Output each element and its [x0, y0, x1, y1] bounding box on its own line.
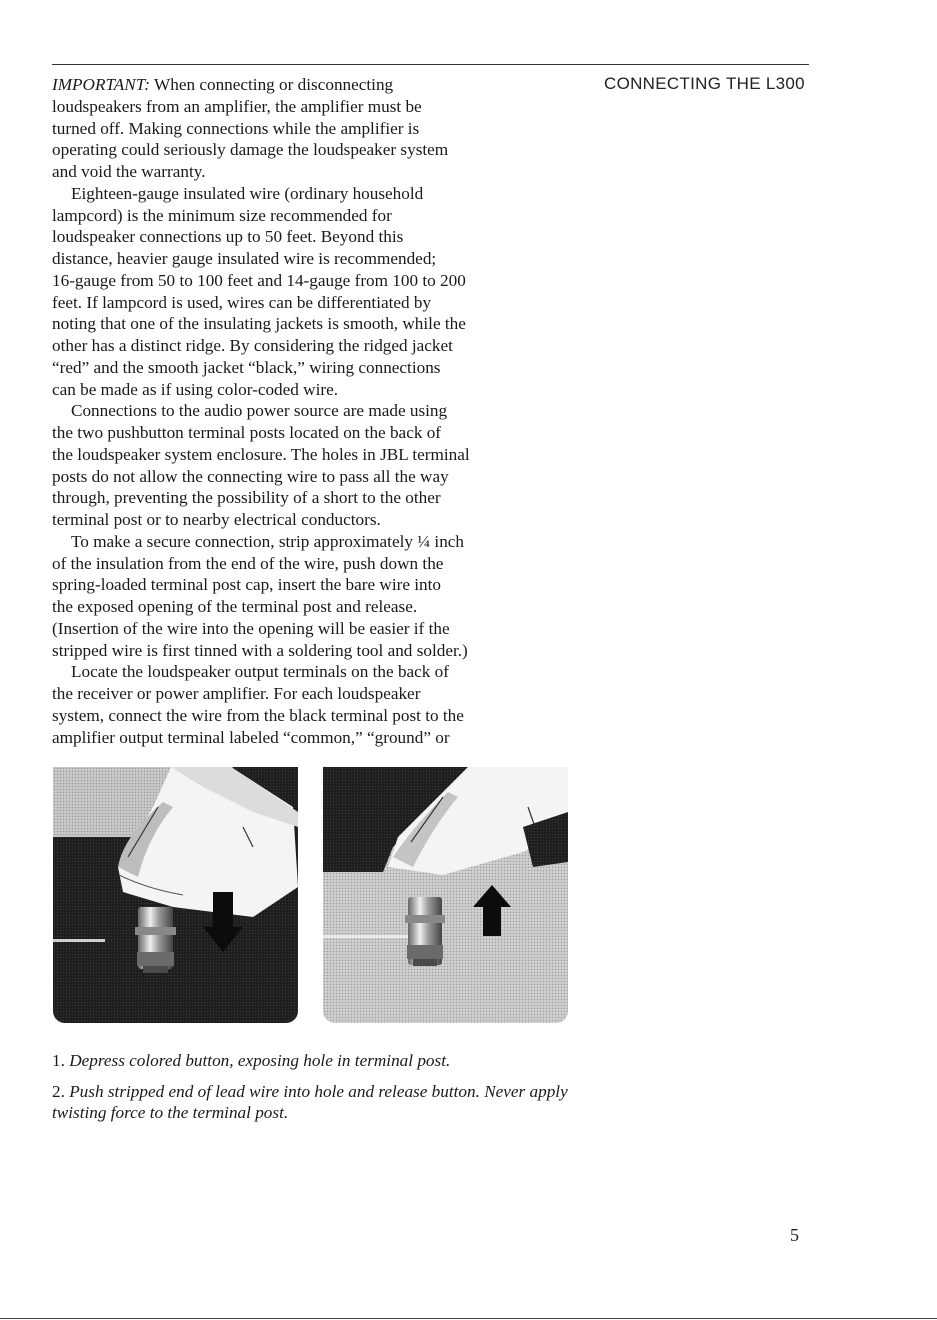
- body-line-text: Locate the loudspeaker output terminals on the back of: [71, 662, 449, 682]
- body-line-text: terminal post or to nearby electrical conductors.: [52, 510, 381, 529]
- body-line: [52, 640, 562, 662]
- important-label: IMPORTANT:: [52, 75, 151, 94]
- body-line: [52, 379, 562, 401]
- body-line: [52, 205, 562, 227]
- body-line: [52, 661, 562, 683]
- body-line-text: the loudspeaker system enclosure. The holes in JBL terminal: [52, 444, 470, 464]
- top-rule: [52, 64, 809, 65]
- figure-captions: [52, 1050, 572, 1133]
- body-line: [52, 596, 562, 618]
- bottom-rule: [0, 1318, 937, 1319]
- page-number: 5: [790, 1225, 799, 1245]
- terminal-photo-insert: [323, 767, 568, 1023]
- body-line-text: stripped wire is first tinned with a soldering tool and solder.): [52, 640, 468, 660]
- body-line: [52, 444, 562, 466]
- body-line-text: Connections to the audio power source are made using: [71, 401, 448, 421]
- body-line-text: To make a secure connection, strip approximately ¼ inch: [71, 531, 465, 551]
- terminal-photo-depress: [53, 767, 298, 1023]
- body-line: [52, 618, 562, 640]
- body-line-text: system, connect the wire from the black terminal post to the: [52, 705, 464, 725]
- body-line: [52, 357, 562, 379]
- body-line: [52, 248, 562, 270]
- body-line-text: Eighteen-gauge insulated wire (ordinary household: [71, 183, 424, 203]
- terminal-photo-insert-illustration: [323, 767, 568, 1023]
- body-line-text: distance, heavier gauge insulated wire is recommended;: [52, 249, 437, 268]
- body-line-text: “red” and the smooth jacket “black,” wiring connections: [52, 357, 441, 377]
- body-line-text: the two pushbutton terminal posts located on the back of: [52, 423, 442, 442]
- body-line: [52, 466, 562, 488]
- body-line-text: operating could seriously damage the loudspeaker system: [52, 140, 449, 160]
- body-line-text: turned off. Making connections while the amplifier is: [52, 118, 420, 138]
- body-line-text: loudspeaker connections up to 50 feet. Beyond this: [52, 227, 404, 247]
- caption-1: [52, 1050, 572, 1072]
- body-line-text: lampcord) is the minimum size recommended for: [52, 205, 392, 225]
- body-line-text: spring-loaded terminal post cap, insert the bare wire into: [52, 575, 441, 595]
- body-line: [52, 139, 562, 161]
- caption-2: [52, 1081, 572, 1124]
- body-line-text: of the insulation from the end of the wire, push down the: [52, 553, 444, 573]
- caption-1-text: Depress colored button, exposing hole in terminal post.: [69, 1051, 451, 1070]
- body-line: [52, 118, 562, 140]
- body-line: [52, 292, 562, 314]
- body-line: [52, 531, 562, 553]
- body-line: [52, 400, 562, 422]
- section-title: CONNECTING THE L300: [604, 74, 805, 93]
- body-line: [52, 553, 562, 575]
- body-line-text: through, preventing the possibility of a short to the other: [52, 488, 441, 508]
- body-line: [52, 270, 562, 292]
- caption-2-number: 2.: [52, 1081, 65, 1101]
- body-line: [52, 509, 562, 531]
- body-line: [52, 683, 562, 705]
- caption-2-text: Push stripped end of lead wire into hole and release button. Never apply twisting force to the terminal post.: [52, 1081, 568, 1122]
- body-line: [52, 74, 562, 96]
- body-line-text: 16-gauge from 50 to 100 feet and 14-gauge from 100 to 200: [52, 270, 466, 290]
- body-line: [52, 422, 562, 444]
- body-line-text: the exposed opening of the terminal post and release.: [52, 597, 418, 616]
- body-line: [52, 335, 562, 357]
- body-line: [52, 183, 562, 205]
- body-line: [52, 161, 562, 183]
- body-line: [52, 705, 562, 727]
- body-line: [52, 96, 562, 118]
- body-line-text: noting that one of the insulating jackets is smooth, while the: [52, 314, 466, 334]
- body-line-text: amplifier output terminal labeled “common,” “ground” or: [52, 727, 450, 747]
- body-line: [52, 313, 562, 335]
- body-line-text: can be made as if using color-coded wire.: [52, 379, 339, 399]
- body-line-text: and void the warranty.: [52, 162, 206, 181]
- body-line: [52, 574, 562, 596]
- body-line-text: When connecting or disconnecting: [150, 75, 394, 94]
- body-line-text: the receiver or power amplifier. For each loudspeaker: [52, 684, 421, 703]
- caption-1-number: 1.: [52, 1051, 65, 1070]
- body-line: [52, 727, 562, 749]
- body-line-text: feet. If lampcord is used, wires can be differentiated by: [52, 292, 432, 312]
- body-line-text: posts do not allow the connecting wire to pass all the way: [52, 466, 449, 486]
- body-text: [52, 74, 562, 748]
- terminal-photo-depress-illustration: [53, 767, 298, 1023]
- body-line: [52, 487, 562, 509]
- body-line-text: other has a distinct ridge. By considering the ridged jacket: [52, 336, 453, 355]
- body-line-text: loudspeakers from an amplifier, the amplifier must be: [52, 96, 422, 116]
- body-line: [52, 226, 562, 248]
- body-line-text: (Insertion of the wire into the opening will be easier if the: [52, 618, 450, 638]
